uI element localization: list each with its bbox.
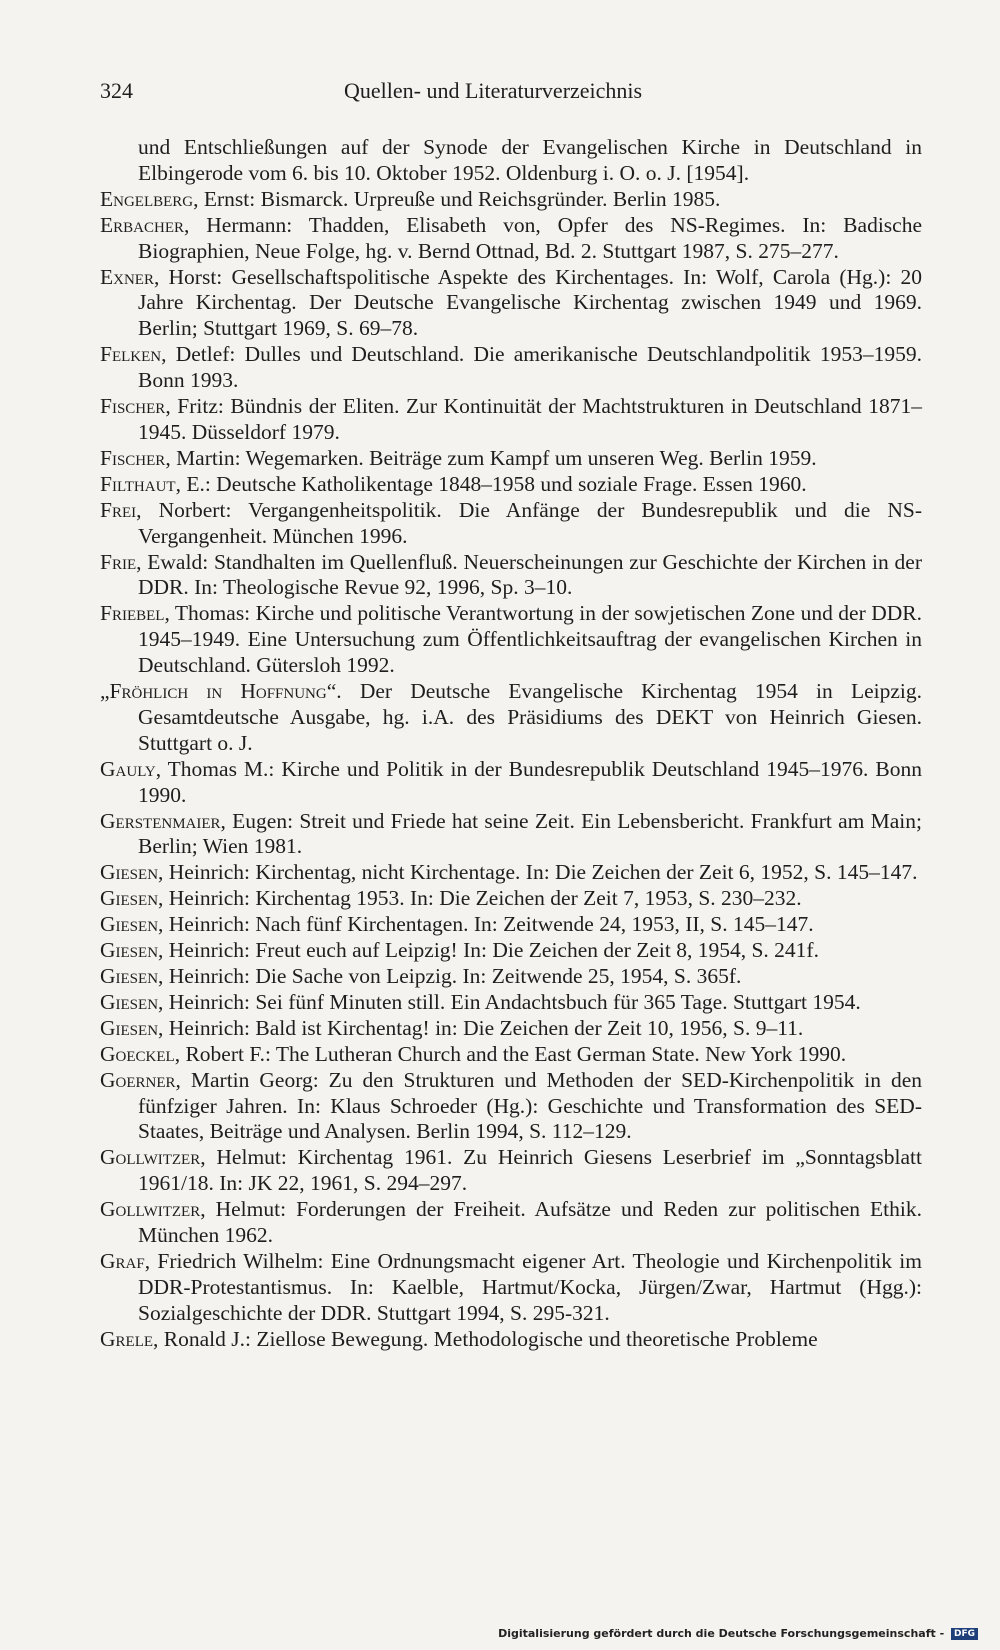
- entry-author: Giesen: [100, 989, 159, 1014]
- entry-text: , Hermann: Thadden, Elisabeth von, Opfer des NS-Regimes. In: Badische Biographien, Neue Folge, hg. v. Bernd Ottnad, Bd. 2. Stuttgart 1987, S. 275–277.: [138, 212, 922, 263]
- digitization-footer: [498, 1627, 978, 1640]
- entry-text: , Heinrich: Nach fünf Kirchentagen. In: Zeitwende 24, 1953, II, S. 145–147.: [158, 912, 814, 937]
- entry-author: Fischer: [100, 394, 166, 419]
- entry-text: , Heinrich: Sei fünf Minuten still. Ein Andachtsbuch für 365 Tage. Stuttgart 1954.: [158, 989, 861, 1014]
- entry-text: , Heinrich: Die Sache von Leipzig. In: Zeitwende 25, 1954, S. 365f.: [158, 964, 742, 988]
- entry-author: Erbacher: [100, 212, 184, 237]
- entry-author: Frei: [100, 497, 137, 522]
- bibliography-entry: [100, 1327, 922, 1353]
- entry-author: „Fröhlich in Hoffnung“: [100, 679, 337, 704]
- bibliography-entry: [100, 1068, 922, 1146]
- entry-author: Giesen: [100, 860, 159, 885]
- bibliography-entry: [100, 1016, 922, 1042]
- entry-text: , Ernst: Bismarck. Urpreuße und Reichsgründer. Berlin 1985.: [193, 186, 721, 211]
- entry-text: , Robert F.: The Lutheran Church and the East German State. New York 1990.: [174, 1041, 847, 1066]
- entry-author: Giesen: [100, 964, 159, 988]
- entry-text: , Fritz: Bündnis der Eliten. Zur Kontinuität der Machtstrukturen in Deutschland 1871–1945. Düsseldorf 1979.: [138, 394, 922, 444]
- entry-author: Giesen: [100, 938, 159, 963]
- entry-text: , Helmut: Forderungen der Freiheit. Aufsätze und Reden zur politischen Ethik. München 1962.: [138, 1197, 922, 1248]
- entry-author: Friebel: [100, 601, 165, 626]
- bibliography-entry: [100, 860, 922, 886]
- entry-text: . Der Deutsche Evangelische Kirchentag 1954 in Leipzig. Gesamtdeutsche Ausgabe, hg. i.A. des Präsidiums des DEKT von Heinrich Giesen. Stuttgart o. J.: [138, 679, 922, 755]
- bibliography-entry: [100, 912, 922, 938]
- entry-author: Filthaut: [100, 471, 176, 496]
- bibliography-entry: [100, 679, 922, 757]
- bibliography-entry: [100, 187, 922, 213]
- entry-text: , Helmut: Kirchentag 1961. Zu Heinrich Giesens Leserbrief im „Sonntagsblatt 1961/18. In: JK 22, 1961, S. 294–297.: [138, 1145, 922, 1196]
- footer-text: Digitalisierung gefördert durch die Deutsche Forschungsgemeinschaft -: [498, 1627, 945, 1640]
- entry-text: und Entschließungen auf der Synode der Evangelischen Kirche in Deutschland in Elbingerode vom 6. bis 10. Oktober 1952. Oldenburg i. O. o. J. [1954].: [138, 135, 922, 185]
- entry-author: Gollwitzer: [100, 1197, 201, 1222]
- entry-author: Giesen: [100, 912, 159, 937]
- page-number: 324: [100, 78, 133, 103]
- entry-author: Giesen: [100, 1015, 159, 1040]
- bibliography-entry: [100, 446, 922, 472]
- bibliography-entry: [100, 550, 922, 602]
- bibliography-entry: [100, 601, 922, 679]
- bibliography-entry: [100, 886, 922, 912]
- entry-text: , Norbert: Vergangenheitspolitik. Die Anfänge der Bundesrepublik und die NS-Vergangenheit. München 1996.: [136, 497, 922, 548]
- bibliography-entry: [100, 757, 922, 809]
- bibliography-entry: [100, 1042, 922, 1068]
- entry-author: Goerner: [100, 1067, 176, 1092]
- bibliography-entry: [100, 342, 922, 394]
- entry-text: , E.: Deutsche Katholikentage 1848–1958 und soziale Frage. Essen 1960.: [175, 471, 807, 496]
- entry-author: Felken: [100, 342, 162, 367]
- entry-text: , Eugen: Streit und Friede hat seine Zeit. Ein Lebensbericht. Frankfurt am Main; Berlin; Wien 1981.: [138, 808, 922, 859]
- bibliography-entry: [100, 1145, 922, 1197]
- page-header: [100, 78, 922, 108]
- bibliography-entry: [100, 394, 922, 446]
- entry-text: , Friedrich Wilhelm: Eine Ordnungsmacht eigener Art. Theologie und Kirchenpolitik im DDR-Protestantismus. In: Kaelble, Hartmut/Kocka, Jürgen/Zwar, Hartmut (Hgg.): Sozialgeschichte der DDR. Stuttgart 1994, S. 295-321.: [138, 1248, 922, 1325]
- entry-text: , Heinrich: Bald ist Kirchentag! in: Die Zeichen der Zeit 10, 1956, S. 9–11.: [158, 1015, 804, 1040]
- bibliography-entry: [100, 990, 922, 1016]
- bibliography-entry: [100, 498, 922, 550]
- entry-author: Gerstenmaier: [100, 808, 221, 833]
- bibliography-entry: [100, 265, 922, 343]
- entry-text: , Heinrich: Kirchentag, nicht Kirchentage. In: Die Zeichen der Zeit 6, 1952, S. 145–147.: [158, 860, 918, 885]
- entry-author: Goeckel: [100, 1041, 175, 1066]
- bibliography-entry: [100, 964, 922, 990]
- entry-text: , Thomas: Kirche und politische Verantwortung in der sowjetischen Zone und der DDR. 1945–1949. Eine Untersuchung zum Öffentlichkeitsauftrag der evangelischen Kirchen in Deutschland. Gütersloh 1992.: [138, 601, 922, 678]
- entry-text: , Detlef: Dulles und Deutschland. Die amerikanische Deutschlandpolitik 1953–1959. Bonn 1993.: [138, 342, 922, 393]
- entry-author: Grele: [100, 1326, 154, 1351]
- entry-author: Gauly: [100, 756, 156, 781]
- entry-author: Fischer: [100, 445, 166, 470]
- entry-text: , Ewald: Standhalten im Quellenfluß. Neuerscheinungen zur Geschichte der Kirchen in der DDR. In: Theologische Revue 92, 1996, Sp. 3–10.: [136, 549, 922, 600]
- bibliography-entry: [100, 809, 922, 861]
- entry-text: , Heinrich: Freut euch auf Leipzig! In: Die Zeichen der Zeit 8, 1954, S. 241f.: [158, 938, 819, 963]
- bibliography-list: [100, 135, 922, 1353]
- bibliography-entry: [100, 213, 922, 265]
- bibliography-entry: [100, 135, 922, 187]
- entry-author: Engelberg: [100, 186, 194, 211]
- entry-author: Gollwitzer: [100, 1145, 201, 1170]
- bibliography-entry: [100, 1197, 922, 1249]
- entry-author: Graf: [100, 1248, 145, 1273]
- dfg-logo: DFG: [951, 1628, 978, 1640]
- entry-text: , Horst: Gesellschaftspolitische Aspekte des Kirchentages. In: Wolf, Carola (Hg.): 20 Jahre Kirchentag. Der Deutsche Evangelische Kirchentag zwischen 1949 und 1969. Berlin; Stuttgart 1969, S. 69–78.: [138, 264, 922, 341]
- running-title: Quellen- und Literaturverzeichnis: [344, 78, 643, 103]
- entry-author: Frie: [100, 549, 137, 574]
- entry-text: , Heinrich: Kirchentag 1953. In: Die Zeichen der Zeit 7, 1953, S. 230–232.: [158, 886, 802, 911]
- entry-text: , Thomas M.: Kirche und Politik in der Bundesrepublik Deutschland 1945–1976. Bonn 1990.: [138, 756, 922, 807]
- entry-text: , Martin Georg: Zu den Strukturen und Methoden der SED-Kirchenpolitik in den fünfziger Jahren. In: Klaus Schroeder (Hg.): Geschichte und Transformation des SED-Staates, Beiträge und Analysen. Berlin 1994, S. 112–129.: [138, 1067, 922, 1144]
- entry-author: Exner: [100, 264, 154, 289]
- bibliography-entry: [100, 472, 922, 498]
- entry-text: , Martin: Wegemarken. Beiträge zum Kampf um unseren Weg. Berlin 1959.: [165, 445, 817, 470]
- bibliography-entry: [100, 1249, 922, 1327]
- bibliography-entry: [100, 938, 922, 964]
- entry-author: Giesen: [100, 886, 159, 911]
- entry-text: , Ronald J.: Ziellose Bewegung. Methodologische und theoretische Probleme: [153, 1326, 818, 1351]
